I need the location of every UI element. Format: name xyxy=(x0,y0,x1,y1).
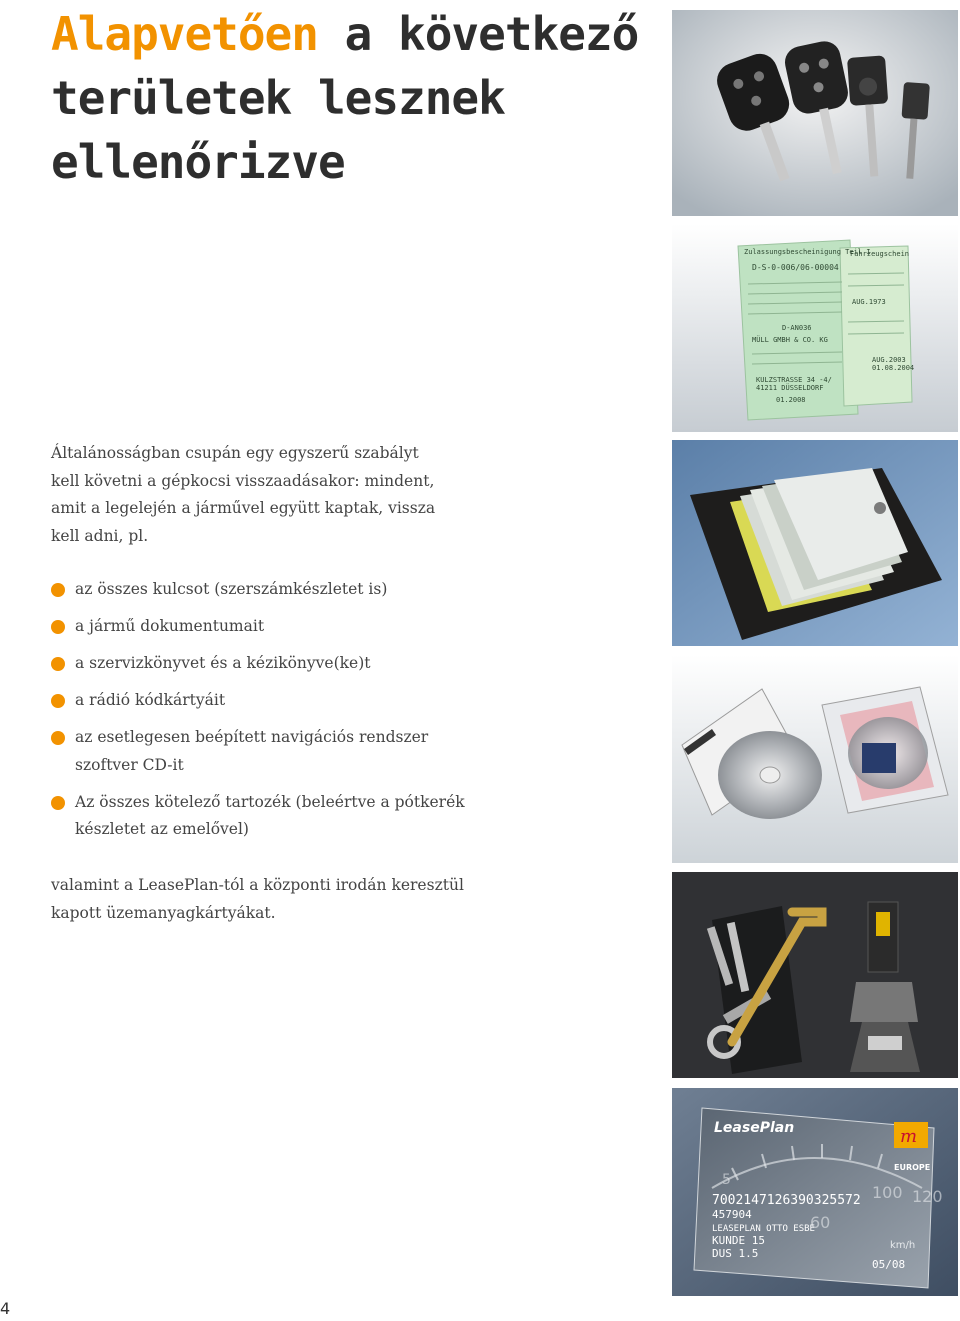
doc-line: 01.2008 xyxy=(776,396,806,404)
bullet-icon xyxy=(51,657,65,671)
gauge-number: 100 xyxy=(872,1183,903,1202)
list-item: az esetlegesen beépített navigációs rendszer szoftver CD-it xyxy=(51,724,471,779)
list-item: a rádió kódkártyáit xyxy=(51,687,471,715)
list-item: az összes kulcsot (szerszámkészletet is) xyxy=(51,576,471,604)
title-line3: ellenőrizve xyxy=(51,135,345,189)
car-keys-photo xyxy=(672,10,958,216)
doc-line: 01.08.2004 xyxy=(872,364,915,372)
title-line2: területek lesznek xyxy=(51,71,505,125)
list-item: a jármű dokumentumait xyxy=(51,613,471,641)
page-title xyxy=(51,2,651,194)
bullet-icon xyxy=(51,731,65,745)
page-number: 4 xyxy=(0,1299,11,1318)
card-line: KUNDE 15 xyxy=(712,1234,765,1247)
navigation-cds-icon xyxy=(672,655,958,863)
cds-photo xyxy=(672,655,958,863)
document-wallet-icon xyxy=(672,440,958,646)
doc-line: Zulassungsbescheinigung Teil I xyxy=(744,248,871,256)
doc-line: KULZSTRASSE 34 -4/ xyxy=(756,376,832,384)
title-accent: Alapvetően xyxy=(51,7,318,61)
doc-line: MÜLL GMBH & CO. KG xyxy=(752,336,828,344)
gauge-number: 60 xyxy=(810,1213,831,1232)
tool-kit-icon xyxy=(672,872,958,1078)
bullet-icon xyxy=(51,620,65,634)
car-keys-icon xyxy=(672,10,958,216)
documents-photo xyxy=(672,224,958,432)
doc-line: D-AN036 xyxy=(782,324,812,332)
card-line: DUS 1.5 xyxy=(712,1247,759,1260)
brand-label: LeasePlan xyxy=(714,1120,795,1136)
checklist xyxy=(51,576,471,853)
outro-paragraph: valamint a LeasePlan-tól a központi irodán keresztül kapott üzemanyagkártyákat. xyxy=(51,876,464,922)
gauge-number: 5 xyxy=(722,1172,731,1188)
network-label: EUROPE xyxy=(894,1163,931,1172)
list-item: Az összes kötelező tartozék (beleértve a pótkerék készletet az emelővel) xyxy=(51,789,471,844)
bullet-icon xyxy=(51,583,65,597)
doc-line: 41211 DÜSSELDORF xyxy=(756,384,824,392)
card-number: 7002147126390325572 xyxy=(712,1193,861,1208)
fuel-card-icon xyxy=(672,1088,958,1296)
gauge-number: 120 xyxy=(912,1187,943,1206)
svg-text:m: m xyxy=(900,1126,918,1147)
tools-photo xyxy=(672,872,958,1078)
doc-line: AUG.1973 xyxy=(852,298,886,306)
vehicle-documents-icon xyxy=(672,224,958,432)
bullet-icon xyxy=(51,694,65,708)
doc-line: Fahrzeugschein xyxy=(850,250,910,258)
doc-line: D-S-0-006/06-00004 xyxy=(752,263,839,272)
card-expiry: 05/08 xyxy=(872,1258,906,1271)
list-item: a szervizkönyvet és a kézikönyve(ke)t xyxy=(51,650,471,678)
card-line: LEASEPLAN OTTO ESBE xyxy=(712,1224,815,1234)
bullet-icon xyxy=(51,796,65,810)
wallet-photo xyxy=(672,440,958,646)
card-line: 457904 xyxy=(712,1208,752,1221)
intro-paragraph: Általánosságban csupán egy egyszerű szabályt kell követni a gépkocsi visszaadásakor: mindent, amit a legelején a járművel együtt kaptak, vissza kell adni, pl. xyxy=(51,444,436,545)
doc-line: AUG.2003 xyxy=(872,356,906,364)
fuel-card-photo xyxy=(672,1088,958,1296)
title-line1-rest: a következő xyxy=(317,7,639,61)
unit-label: km/h xyxy=(890,1240,916,1251)
